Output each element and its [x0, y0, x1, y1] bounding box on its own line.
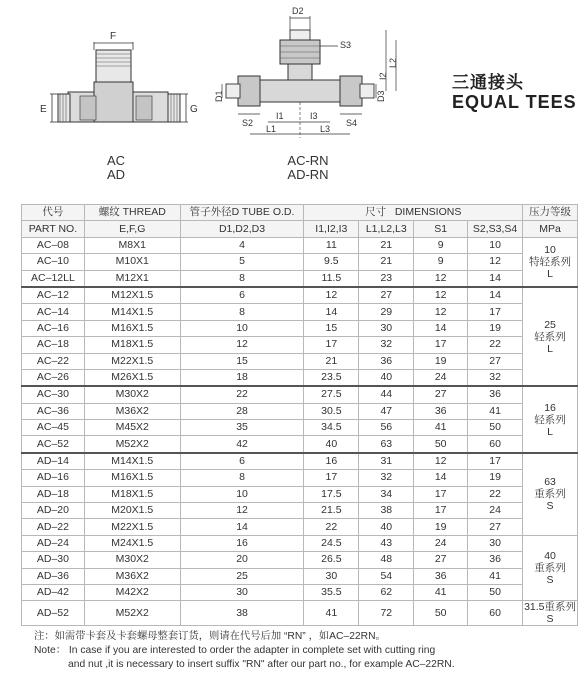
header-code-cn: 代号 [42, 206, 64, 219]
cell-dim-l: 72 [359, 601, 414, 626]
cell-dim-s1: 9 [414, 237, 468, 253]
pressure-line: S [546, 500, 554, 513]
label-s4: S4 [346, 118, 358, 128]
table-row [22, 535, 578, 551]
cell-pressure [523, 386, 578, 453]
cell-dim-s1: 36 [414, 568, 468, 584]
cell-tube-od: 6 [180, 287, 304, 304]
header-row-2 [22, 221, 578, 237]
cell-dim-s2: 10 [468, 237, 523, 253]
cell-dim-s2: 22 [468, 337, 523, 353]
cell-dim-i: 9.5 [304, 254, 359, 270]
cell-thread: M12X1.5 [84, 287, 180, 304]
cell-tube-od: 28 [180, 403, 304, 419]
cell-tube-od: 15 [180, 353, 304, 369]
cell-thread: M22X1.5 [84, 519, 180, 535]
cell-part-no: AD–24 [22, 535, 85, 551]
cell-dim-s1: 36 [414, 403, 468, 419]
cell-tube-od: 42 [180, 436, 304, 453]
table-row [22, 287, 578, 304]
pressure-line: 重系列 [534, 488, 566, 501]
footnote-en-1: Note： In case if you are interested to order the adapter in complete set with cutting ring [34, 645, 436, 656]
caption-ac-rn-line1: AC-RN [287, 153, 329, 168]
cell-tube-od: 25 [180, 568, 304, 584]
cell-pressure [523, 237, 578, 287]
cell-dim-l: 32 [359, 470, 414, 486]
spec-table [21, 204, 578, 626]
cell-tube-od: 20 [180, 552, 304, 568]
header-tube-sub: D1,D2,D3 [180, 221, 304, 237]
pressure-line: L [547, 267, 553, 280]
table-row [22, 353, 578, 369]
table-row [22, 254, 578, 270]
cell-tube-od: 8 [180, 270, 304, 287]
label-e: E [40, 104, 47, 115]
cell-tube-od: 12 [180, 503, 304, 519]
pressure-line: L [547, 425, 553, 438]
footnote-en-2: and nut ,it is necessary to insert suffix "RN" after our part no., for example AC–22RN. [68, 659, 455, 670]
cell-dim-l: 27 [359, 287, 414, 304]
cell-thread: M36X2 [84, 403, 180, 419]
cell-dim-l: 30 [359, 320, 414, 336]
cell-dim-s2: 60 [468, 436, 523, 453]
cell-dim-s2: 17 [468, 453, 523, 470]
cell-dim-s1: 24 [414, 369, 468, 386]
cell-dim-l: 21 [359, 237, 414, 253]
cell-dim-s2: 22 [468, 486, 523, 502]
cell-thread: M36X2 [84, 568, 180, 584]
cell-dim-s1: 14 [414, 470, 468, 486]
title-en: EQUAL TEES [452, 92, 577, 112]
cell-part-no: AC–08 [22, 237, 85, 253]
cell-thread: M12X1 [84, 270, 180, 287]
table-row [22, 584, 578, 600]
cell-tube-od: 22 [180, 386, 304, 403]
cell-dim-l: 29 [359, 304, 414, 320]
cell-dim-s1: 17 [414, 503, 468, 519]
label-s3: S3 [340, 40, 352, 50]
cell-dim-l: 56 [359, 420, 414, 436]
label-d1: D1 [214, 90, 224, 102]
cell-thread: M20X1.5 [84, 503, 180, 519]
cell-dim-s2: 27 [468, 353, 523, 369]
cell-dim-i: 23.5 [304, 369, 359, 386]
cell-dim-i: 11.5 [304, 270, 359, 287]
header-dim-cn: 尺寸 [365, 206, 387, 219]
table-row [22, 486, 578, 502]
label-i3: I3 [310, 111, 318, 121]
cell-dim-s1: 50 [414, 436, 468, 453]
pressure-line: L [547, 342, 553, 355]
cell-part-no: AC–10 [22, 254, 85, 270]
cell-dim-s2: 14 [468, 287, 523, 304]
cell-pressure [523, 535, 578, 601]
table-row [22, 270, 578, 287]
cell-thread: M16X1.5 [84, 320, 180, 336]
pressure-line: 63 [544, 476, 556, 489]
cell-dim-l: 62 [359, 584, 414, 600]
table-row [22, 237, 578, 253]
table-row [22, 304, 578, 320]
cell-dim-s2: 50 [468, 420, 523, 436]
cell-thread: M52X2 [84, 436, 180, 453]
header-dim-l: L1,L2,L3 [359, 221, 414, 237]
pressure-line: 25 [544, 318, 556, 331]
caption-ac-rn-line2: AD-RN [287, 167, 329, 182]
cell-dim-i: 14 [304, 304, 359, 320]
cell-part-no: AD–36 [22, 568, 85, 584]
cell-dim-i: 40 [304, 436, 359, 453]
cell-dim-s1: 17 [414, 486, 468, 502]
cell-dim-s2: 36 [468, 386, 523, 403]
header-row-1 [22, 205, 578, 221]
table-row [22, 320, 578, 336]
cell-pressure [523, 287, 578, 386]
cell-dim-l: 21 [359, 254, 414, 270]
cell-thread: M52X2 [84, 601, 180, 626]
caption-ac [96, 154, 136, 182]
caption-ac-line1: AC [106, 153, 126, 168]
table-row [22, 369, 578, 386]
cell-tube-od: 14 [180, 519, 304, 535]
label-l2: L2 [388, 57, 398, 68]
cell-dim-i: 11 [304, 237, 359, 253]
cell-part-no: AD–14 [22, 453, 85, 470]
cell-dim-i: 34.5 [304, 420, 359, 436]
table-row [22, 436, 578, 453]
cell-dim-s2: 36 [468, 552, 523, 568]
cell-dim-s1: 50 [414, 601, 468, 626]
label-d2: D2 [292, 6, 304, 16]
cell-dim-s1: 41 [414, 584, 468, 600]
cell-dim-l: 54 [359, 568, 414, 584]
cell-dim-s2: 30 [468, 535, 523, 551]
pressure-line: 重系列 [534, 562, 566, 575]
label-i1: I1 [276, 111, 284, 121]
cell-dim-l: 47 [359, 403, 414, 419]
cell-dim-s1: 12 [414, 270, 468, 287]
cell-dim-s2: 41 [468, 403, 523, 419]
cell-part-no: AD–22 [22, 519, 85, 535]
table-row [22, 337, 578, 353]
header-pressure: 压力等级 [523, 205, 578, 221]
cell-dim-i: 41 [304, 601, 359, 626]
header-dim-i: I1,I2,I3 [304, 221, 359, 237]
header-tube: 管子外径D TUBE O.D. [180, 205, 304, 221]
cell-dim-l: 34 [359, 486, 414, 502]
cell-dim-i: 30.5 [304, 403, 359, 419]
table-row [22, 453, 578, 470]
cell-dim-s1: 9 [414, 254, 468, 270]
cell-dim-s1: 19 [414, 519, 468, 535]
cell-tube-od: 8 [180, 470, 304, 486]
label-l3: L3 [320, 124, 331, 134]
table-row [22, 386, 578, 403]
cell-dim-i: 15 [304, 320, 359, 336]
cell-part-no: AC–26 [22, 369, 85, 386]
cell-thread: M14X1.5 [84, 453, 180, 470]
pressure-line: 轻系列 [534, 413, 566, 426]
cell-dim-s1: 41 [414, 420, 468, 436]
cell-thread: M16X1.5 [84, 470, 180, 486]
footnote-cn: 注：如需带卡套及卡套螺母整套订货，则请在代号后加 “RN” ，如AC–22RN。 [34, 631, 386, 642]
cell-dim-l: 63 [359, 436, 414, 453]
cell-tube-od: 38 [180, 601, 304, 626]
cell-dim-s1: 12 [414, 453, 468, 470]
cell-dim-l: 40 [359, 519, 414, 535]
pressure-line: 轻系列 [534, 330, 566, 343]
cell-dim-l: 32 [359, 337, 414, 353]
table-row [22, 519, 578, 535]
header-dimensions [304, 205, 523, 221]
label-s2: S2 [242, 118, 254, 128]
cell-part-no: AC–22 [22, 353, 85, 369]
cell-tube-od: 18 [180, 369, 304, 386]
cell-dim-s2: 27 [468, 519, 523, 535]
pressure-line: 31.5重系列S [524, 601, 576, 626]
footnote [34, 630, 574, 672]
cell-pressure [523, 453, 578, 535]
cell-dim-s2: 50 [468, 584, 523, 600]
cell-dim-s2: 41 [468, 568, 523, 584]
cell-part-no: AC–52 [22, 436, 85, 453]
header-code-en: PART NO. [22, 221, 85, 237]
cell-dim-i: 30 [304, 568, 359, 584]
cell-thread: M45X2 [84, 420, 180, 436]
cell-thread: M30X2 [84, 386, 180, 403]
cell-dim-i: 17 [304, 337, 359, 353]
cell-part-no: AC–16 [22, 320, 85, 336]
cell-part-no: AC–12 [22, 287, 85, 304]
figure-area [0, 0, 584, 200]
cell-dim-i: 22 [304, 519, 359, 535]
table-row [22, 552, 578, 568]
cell-part-no: AD–20 [22, 503, 85, 519]
label-d3: D3 [376, 90, 386, 102]
cell-part-no: AC–12LL [22, 270, 85, 287]
cell-dim-i: 21 [304, 353, 359, 369]
cell-thread: M24X1.5 [84, 535, 180, 551]
spec-table-body [22, 237, 578, 626]
header-pressure-unit: MPa [523, 221, 578, 237]
cell-thread: M10X1 [84, 254, 180, 270]
cell-dim-i: 27.5 [304, 386, 359, 403]
cell-part-no: AC–45 [22, 420, 85, 436]
table-row [22, 503, 578, 519]
cell-thread: M26X1.5 [84, 369, 180, 386]
cell-dim-i: 35.5 [304, 584, 359, 600]
cell-tube-od: 4 [180, 237, 304, 253]
table-row [22, 470, 578, 486]
cell-tube-od: 35 [180, 420, 304, 436]
cell-dim-i: 17.5 [304, 486, 359, 502]
cell-tube-od: 5 [180, 254, 304, 270]
cell-dim-s2: 19 [468, 470, 523, 486]
cell-dim-s1: 12 [414, 304, 468, 320]
cell-part-no: AC–30 [22, 386, 85, 403]
cell-dim-i: 21.5 [304, 503, 359, 519]
cell-thread: M18X1.5 [84, 337, 180, 353]
cell-dim-l: 40 [359, 369, 414, 386]
title-cn: 三通接头 [452, 73, 524, 92]
cell-thread: M14X1.5 [84, 304, 180, 320]
cell-dim-s2: 14 [468, 270, 523, 287]
cell-dim-i: 26.5 [304, 552, 359, 568]
pressure-line: 40 [544, 550, 556, 563]
caption-ac-line2: AD [106, 167, 126, 182]
cell-dim-s2: 17 [468, 304, 523, 320]
cell-dim-s2: 19 [468, 320, 523, 336]
cell-dim-s1: 24 [414, 535, 468, 551]
cell-tube-od: 10 [180, 320, 304, 336]
cell-thread: M30X2 [84, 552, 180, 568]
cell-tube-od: 12 [180, 337, 304, 353]
cell-dim-s1: 19 [414, 353, 468, 369]
cell-dim-s1: 12 [414, 287, 468, 304]
label-g: G [190, 104, 198, 115]
cell-thread: M22X1.5 [84, 353, 180, 369]
cell-dim-i: 16 [304, 453, 359, 470]
header-thread: 螺纹 THREAD [84, 205, 180, 221]
cell-dim-s1: 14 [414, 320, 468, 336]
cell-dim-l: 38 [359, 503, 414, 519]
cell-pressure [523, 601, 578, 626]
cell-dim-l: 31 [359, 453, 414, 470]
cell-thread: M42X2 [84, 584, 180, 600]
cell-dim-s1: 17 [414, 337, 468, 353]
cell-dim-s2: 12 [468, 254, 523, 270]
cell-part-no: AD–16 [22, 470, 85, 486]
header-dim-en: DIMENSIONS [394, 206, 462, 219]
header-thread-sub: E,F,G [84, 221, 180, 237]
cell-part-no: AD–52 [22, 601, 85, 626]
tee-drawing-ac-rn [210, 2, 410, 147]
table-row [22, 568, 578, 584]
header-code [22, 205, 85, 221]
cell-tube-od: 16 [180, 535, 304, 551]
cell-tube-od: 8 [180, 304, 304, 320]
cell-dim-l: 23 [359, 270, 414, 287]
header-dim-s2: S2,S3,S4 [468, 221, 523, 237]
table-row [22, 403, 578, 419]
cell-dim-l: 48 [359, 552, 414, 568]
cell-dim-l: 44 [359, 386, 414, 403]
cell-part-no: AD–42 [22, 584, 85, 600]
pressure-line: S [546, 574, 554, 587]
label-i2: I2 [378, 72, 388, 80]
cell-part-no: AC–36 [22, 403, 85, 419]
cell-thread: M18X1.5 [84, 486, 180, 502]
cell-tube-od: 10 [180, 486, 304, 502]
label-l1: L1 [266, 124, 277, 134]
cell-dim-s1: 27 [414, 552, 468, 568]
tee-drawing-ac [40, 20, 200, 145]
cell-dim-s2: 32 [468, 369, 523, 386]
pressure-line: 特轻系列 [529, 255, 572, 268]
cell-dim-s1: 27 [414, 386, 468, 403]
table-row [22, 420, 578, 436]
cell-tube-od: 6 [180, 453, 304, 470]
cell-part-no: AC–14 [22, 304, 85, 320]
cell-dim-l: 43 [359, 535, 414, 551]
cell-tube-od: 30 [180, 584, 304, 600]
cell-dim-i: 17 [304, 470, 359, 486]
pressure-line: 16 [544, 401, 556, 414]
header-dim-s1: S1 [414, 221, 468, 237]
caption-ac-rn [268, 154, 348, 182]
pressure-line: 10 [544, 243, 556, 256]
cell-dim-i: 12 [304, 287, 359, 304]
cell-dim-l: 36 [359, 353, 414, 369]
cell-part-no: AD–18 [22, 486, 85, 502]
cell-dim-s2: 60 [468, 601, 523, 626]
cell-part-no: AC–18 [22, 337, 85, 353]
cell-dim-s2: 24 [468, 503, 523, 519]
cell-thread: M8X1 [84, 237, 180, 253]
cell-part-no: AD–30 [22, 552, 85, 568]
label-f: F [110, 31, 117, 42]
table-row [22, 601, 578, 626]
cell-dim-i: 24.5 [304, 535, 359, 551]
